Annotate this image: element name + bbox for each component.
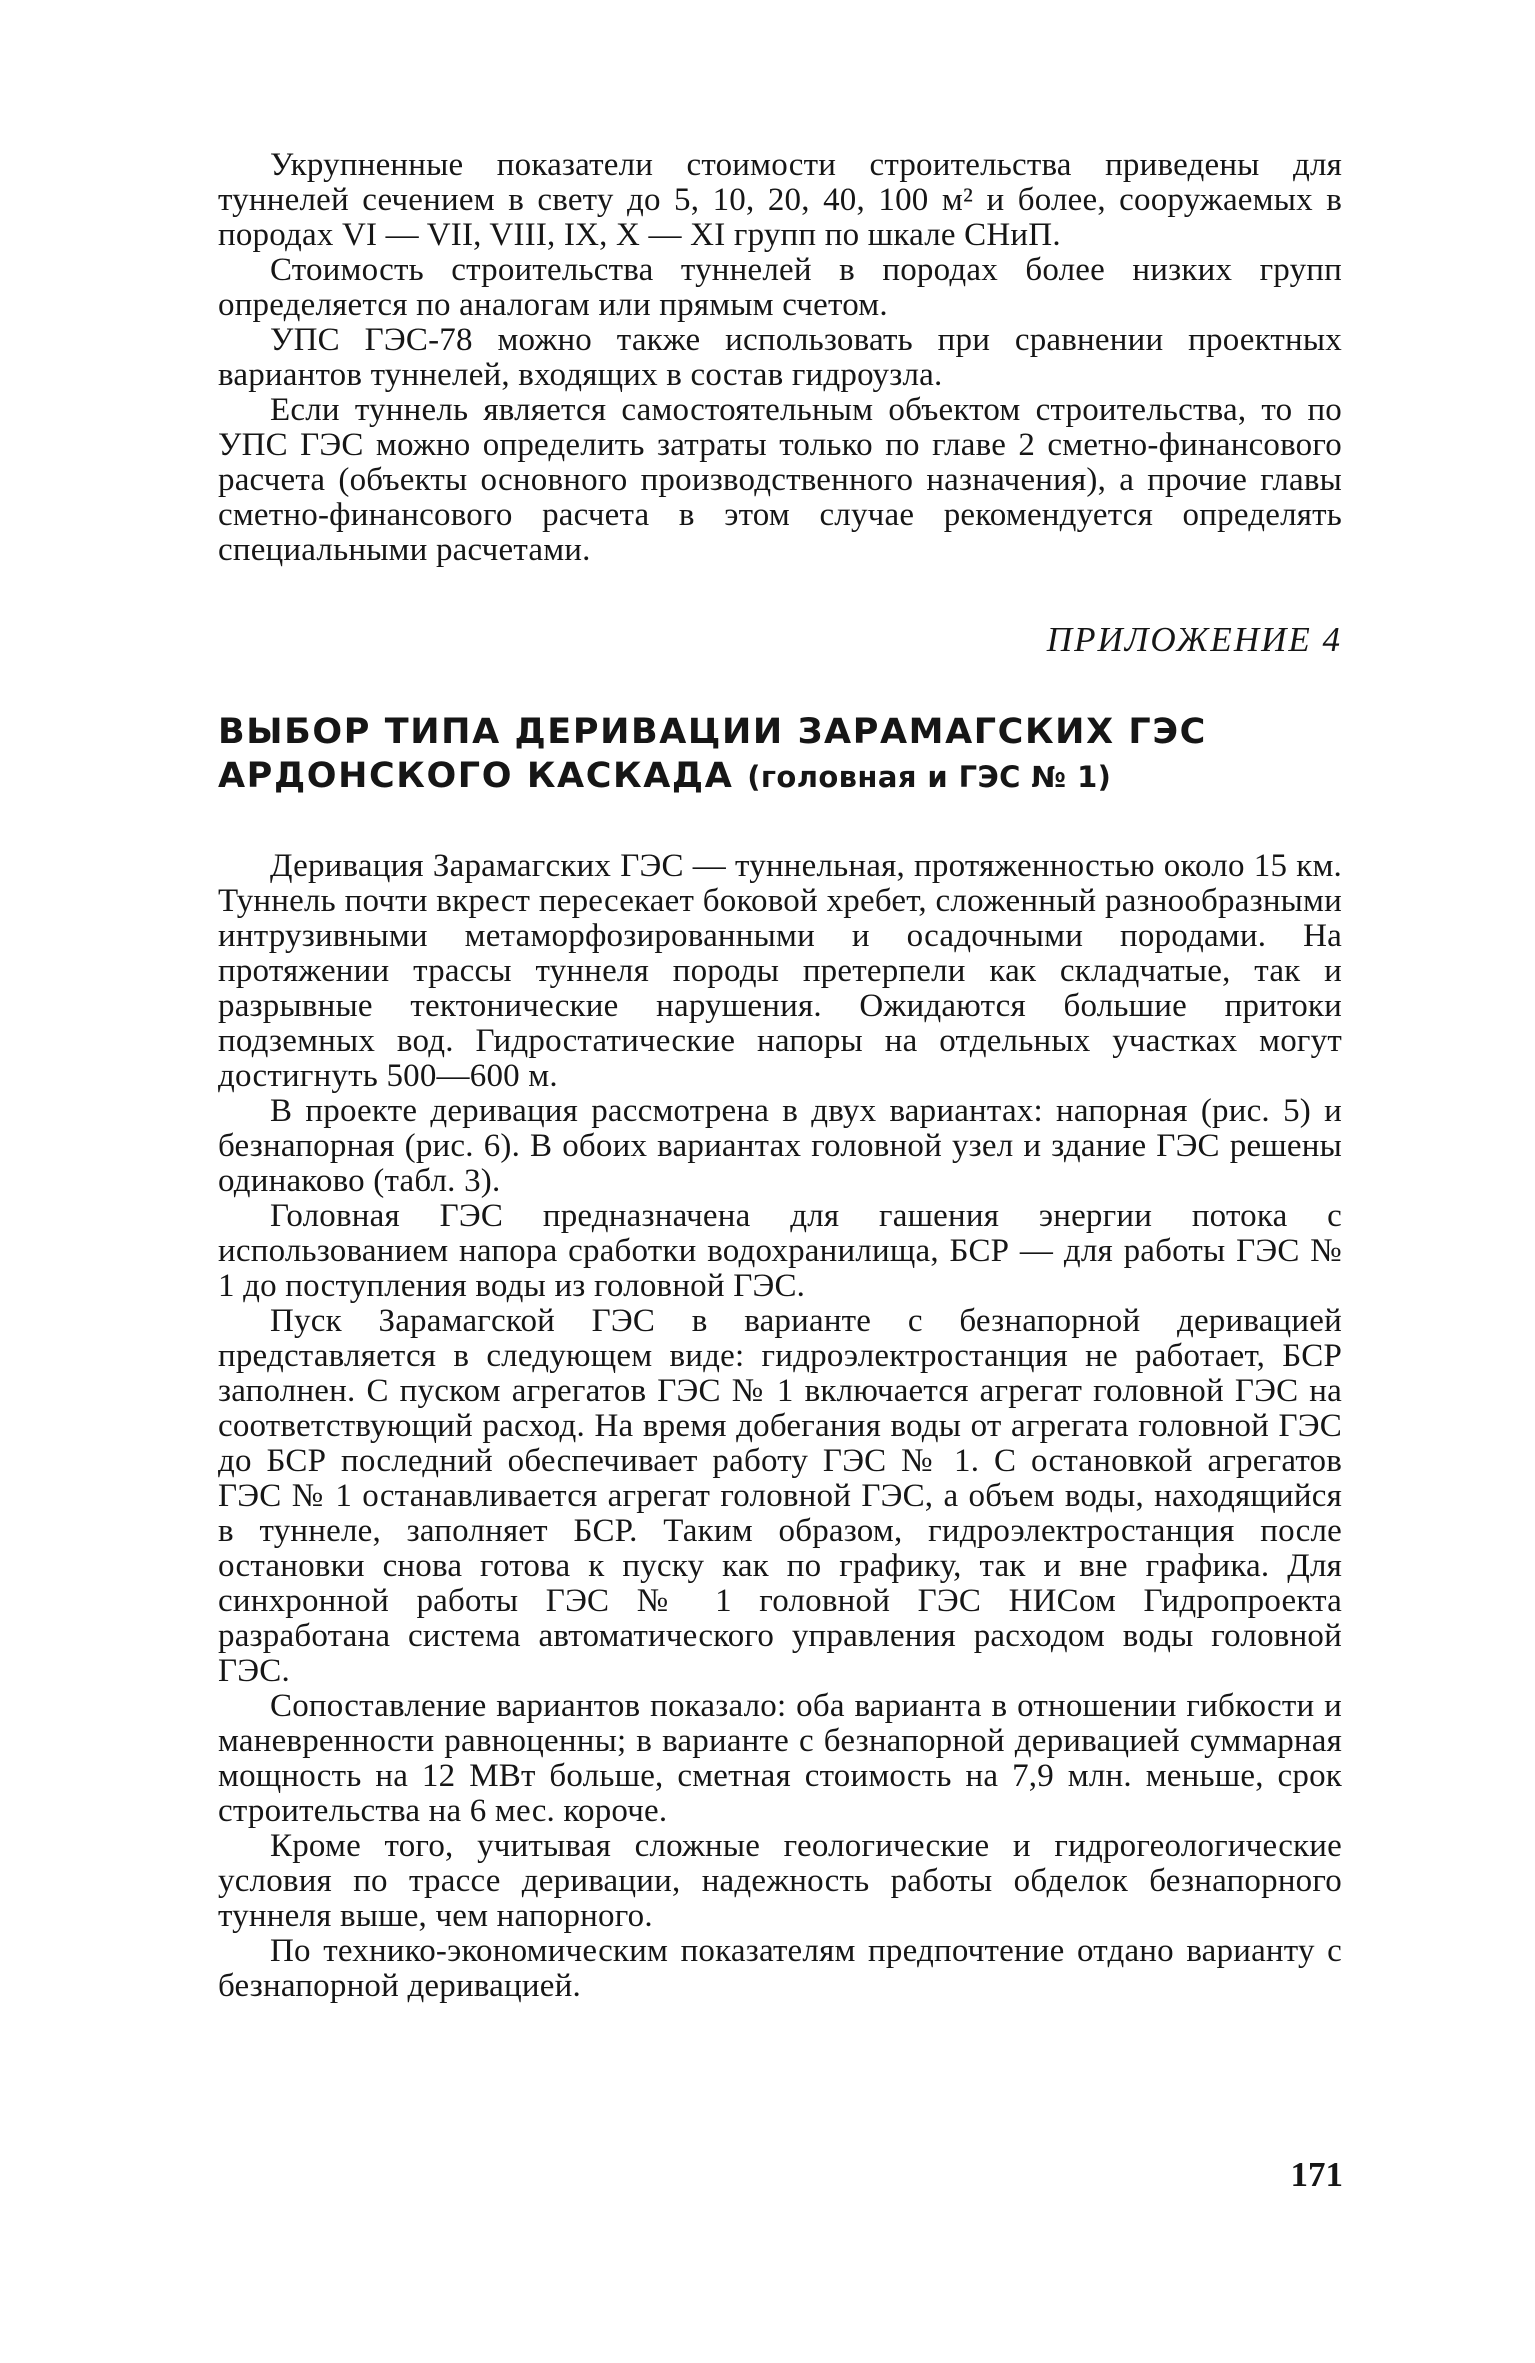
heading-line-2-main: АРДОНСКОГО КАСКАДА (218, 756, 734, 796)
heading-line-2 (218, 754, 1342, 799)
appendix-body (218, 849, 1342, 2004)
paragraph: Пуск Зарамагской ГЭС в варианте с безнапорной деривацией представляется в следующем виде: гидроэлектростанция не работает, БСР заполнен. С пуском агрегатов ГЭС № 1 включается агрегат головной ГЭС на соответствующий расход. На время добегания воды от агрегата головной ГЭС до БСР последний обеспечивает работу ГЭС № 1. С остановкой агрегатов ГЭС № 1 останавливается агрегат головной ГЭС, а объем воды, находящийся в туннеле, заполняет БСР. Таким образом, гидроэлектростанция после остановки снова готова к пуску как по графику, так и вне графика. Для синхронной работы ГЭС № 1 головной ГЭС НИСом Гидропроекта разработана система автоматического управления расходом воды головной ГЭС. (218, 1303, 1342, 1689)
heading-subtitle: (головная и ГЭС № 1) (747, 760, 1112, 794)
paragraph: Кроме того, учитывая сложные геологические и гидрогеологические условия по трассе деривации, надежность работы обделок безнапорного туннеля выше, чем напорного. (218, 1828, 1342, 1934)
paragraph: Деривация Зарамагских ГЭС — туннельная, протяженностью около 15 км. Туннель почти вкрест пересекает боковой хребет, сложенный разнообразными интрузивными метаморфозированными и осадочными породами. На протяжении трассы туннеля породы претерпели как складчатые, так и разрывные тектонические нарушения. Ожидаются большие притоки подземных вод. Гидростатические напоры на отдельных участках могут достигнуть 500—600 м. (218, 848, 1342, 1094)
heading-line-1: ВЫБОР ТИПА ДЕРИВАЦИИ ЗАРАМАГСКИХ ГЭС (218, 712, 1207, 752)
page-number: 171 (1290, 2155, 1343, 2194)
paragraph: Укрупненные показатели стоимости строительства приведены для туннелей сечением в свету до 5, 10, 20, 40, 100 м² и более, сооружаемых в породах VI — VII, VIII, IX, X — XI групп по шкале СНиП. (218, 147, 1342, 253)
document-page (218, 148, 1342, 2004)
paragraph: Если туннель является самостоятельным объектом строительства, то по УПС ГЭС можно определить затраты только по главе 2 сметно-финансового расчета (объекты основного производственного назначения), а прочие главы сметно-финансового расчета в этом случае рекомендуется определять специальными расчетами. (218, 392, 1342, 568)
section-heading (218, 710, 1342, 799)
paragraph: По технико-экономическим показателям предпочтение отдано варианту с безнапорной деривацией. (218, 1933, 1342, 2004)
paragraph: В проекте деривация рассмотрена в двух вариантах: напорная (рис. 5) и безнапорная (рис. 6). В обоих вариантах головной узел и здание ГЭС решены одинаково (табл. 3). (218, 1093, 1342, 1199)
paragraph: Стоимость строительства туннелей в породах более низких групп определяется по аналогам или прямым счетом. (218, 252, 1342, 323)
paragraph: УПС ГЭС-78 можно также использовать при сравнении проектных вариантов туннелей, входящих в состав гидроузла. (218, 322, 1342, 393)
paragraph: Головная ГЭС предназначена для гашения энергии потока с использованием напора сработки водохранилища, БСР — для работы ГЭС № 1 до поступления воды из головной ГЭС. (218, 1198, 1342, 1304)
appendix-label: ПРИЛОЖЕНИЕ 4 (1046, 620, 1342, 659)
intro-section (218, 148, 1342, 568)
paragraph: Сопоставление вариантов показало: оба варианта в отношении гибкости и маневренности равноценны; в варианте с безнапорной деривацией суммарная мощность на 12 МВт больше, сметная стоимость на 7,9 млн. меньше, срок строительства на 6 мес. короче. (218, 1688, 1342, 1829)
